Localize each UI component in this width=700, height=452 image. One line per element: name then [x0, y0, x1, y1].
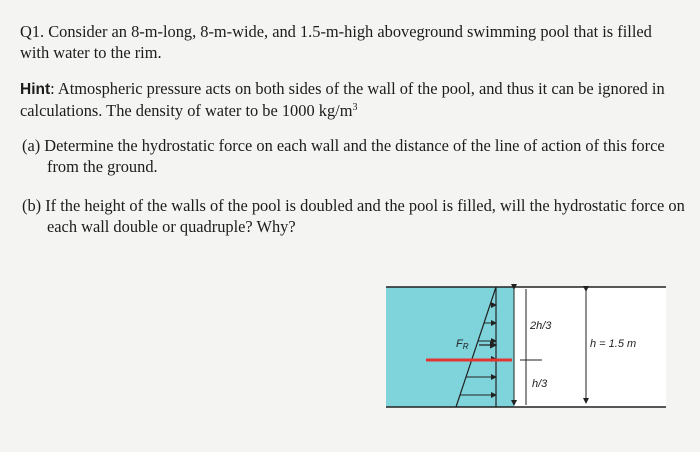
- part-b-text: If the height of the walls of the pool is doubled and the pool is filled, will the hydrostatic force on each wall double or quadruple? Why?: [41, 196, 685, 236]
- pool-wall-diagram: [386, 281, 666, 416]
- upper-distance-label: 2h/3: [530, 320, 552, 332]
- hint-body: : Atmospheric pressure acts on both sides of the wall of the pool, and thus it can be ignored in calculations. The density of water to be 1000 kg/m: [20, 79, 665, 120]
- height-label: h = 1.5 m: [590, 338, 637, 350]
- lower-distance-label: h/3: [532, 378, 548, 390]
- question-body: Consider an 8-m-long, 8-m-wide, and 1.5-m-high aboveground swimming pool that is filled with water to the rim.: [20, 22, 652, 62]
- question-text: [20, 21, 680, 63]
- part-a-label: (a): [22, 136, 41, 155]
- question-number: Q1.: [20, 22, 45, 41]
- force-label: FR: [456, 338, 469, 351]
- hint-text: [20, 78, 680, 121]
- part-a-text: Determine the hydrostatic force on each wall and the distance of the line of action of this force from the ground.: [40, 136, 665, 176]
- part-a: [22, 135, 697, 177]
- hint-superscript: 3: [352, 102, 358, 113]
- part-b: [22, 195, 697, 237]
- part-b-label: (b): [22, 196, 42, 215]
- hint-label: Hint: [20, 81, 51, 98]
